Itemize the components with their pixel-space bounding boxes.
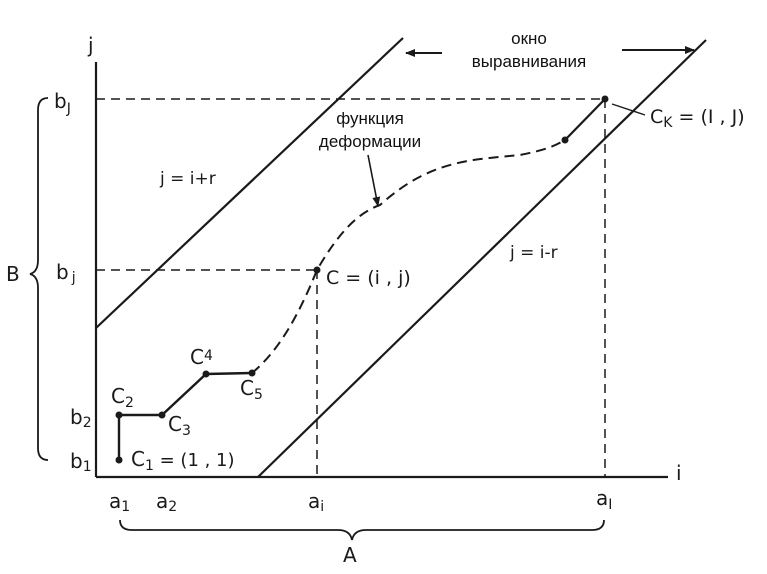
tick-ai: ai xyxy=(308,489,325,515)
bracket-b-label: B xyxy=(6,262,20,286)
tick-bJ: $b_J$ xyxy=(54,89,71,117)
bracket-b xyxy=(30,98,48,460)
y-axis-label: j xyxy=(88,33,94,57)
window-label-line1: окно xyxy=(511,29,547,48)
bracket-a xyxy=(120,520,604,540)
window-label-line2: выравнивания xyxy=(471,52,587,71)
tick-b1: b1 xyxy=(70,449,92,475)
label-c4: $C^4$ xyxy=(190,345,213,369)
lower-band-label: j = i-r xyxy=(510,243,558,263)
tick-aI: $a_I$ xyxy=(596,486,613,513)
tick-bj: b j xyxy=(56,260,76,286)
point-c4 xyxy=(203,371,210,378)
bracket-a-label: A xyxy=(343,543,357,567)
point-c1 xyxy=(116,457,123,464)
point-c xyxy=(314,267,321,274)
lower-band-line xyxy=(258,40,706,477)
point-before-ck xyxy=(562,137,569,144)
upper-band-label: j = i+r xyxy=(160,169,216,189)
tick-a2: a2 xyxy=(156,489,178,515)
label-c1: $C_1 = (1$ , 1) xyxy=(131,447,235,474)
warp-label-line2: деформации xyxy=(318,132,422,151)
label-c5: $C_5$ xyxy=(240,376,263,403)
label-ck: $C_K = (I$ , J) xyxy=(650,106,745,131)
label-c2: $C_2$ xyxy=(111,384,134,411)
tick-a1: a1 xyxy=(109,489,131,515)
point-c2 xyxy=(116,412,123,419)
point-c3 xyxy=(159,412,166,419)
tick-b2: b2 xyxy=(70,405,92,431)
warp-pointer-arrow xyxy=(368,155,378,206)
point-ck xyxy=(602,96,609,103)
label-c: C = (i , j) xyxy=(326,267,411,289)
warp-label-line1: функция xyxy=(336,109,404,128)
x-axis-label: i xyxy=(676,461,682,485)
label-c3: $C_3$ xyxy=(168,412,191,439)
warping-path-end xyxy=(565,99,605,140)
